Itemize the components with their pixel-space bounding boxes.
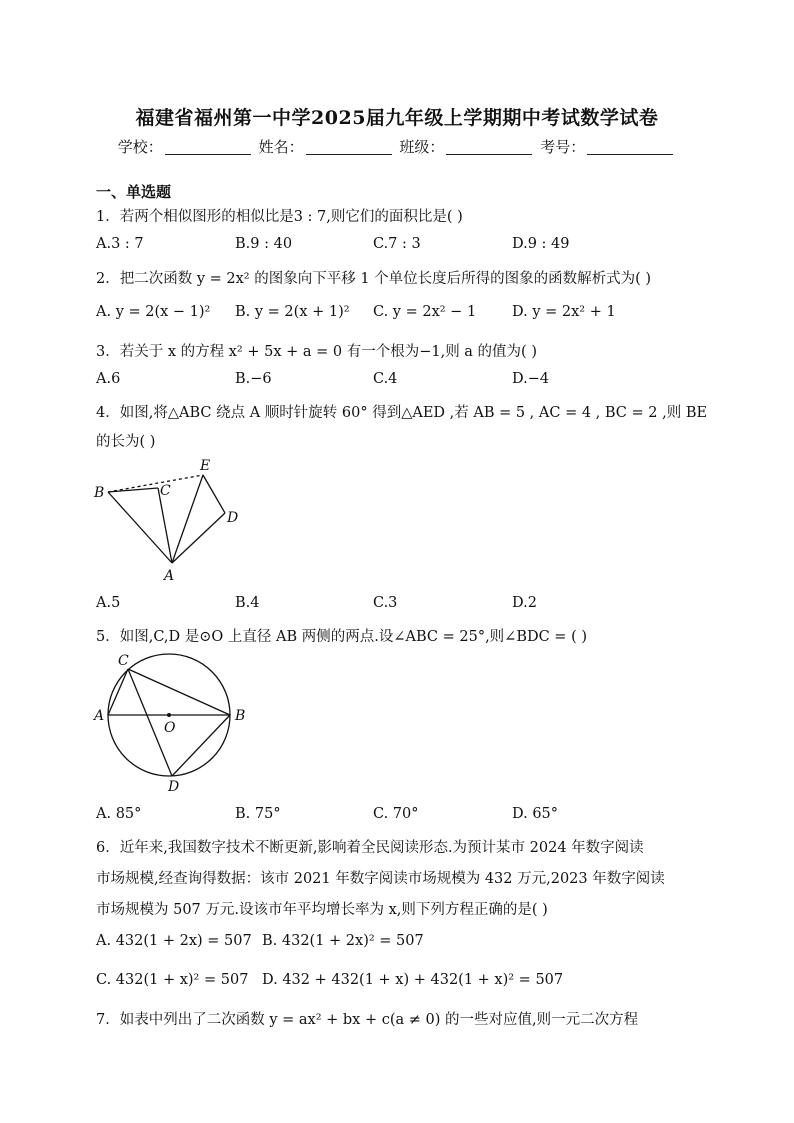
info-school-label: 学校： [117, 138, 163, 156]
q6-option-a: A. 432(1 + 2x) = 507 [96, 933, 252, 949]
q1-option-b: B.9 : 40 [235, 236, 293, 252]
q4-option-b: B.4 [235, 595, 260, 611]
q5-stem: 5．如图,C,D 是⊙O 上直径 AB 两侧的两点.设∠ABC = 25°,则∠BDC = ( ) [96, 629, 587, 645]
chord-cb [128, 669, 230, 715]
q3-stem: 3．若关于 x 的方程 x² + 5x + a = 0 有一个根为−1,则 a 的值为( ) [96, 344, 537, 360]
q2-option-d: D. y = 2x² + 1 [512, 304, 616, 320]
q2-stem: 2．把二次函数 y = 2x² 的图象向下平移 1 个单位长度后所得的图象的函数解析式为( ) [96, 271, 652, 287]
label-d: D [168, 779, 180, 795]
q4-stem-line1: 4．如图,将△ABC 绕点 A 顺时针旋转 60° 得到△AED ,若 AB = 5 , AC = 4 , BC = 2 ,则 BE [96, 405, 708, 421]
q5-option-a: A. 85° [96, 806, 142, 822]
info-number-label: 考号： [540, 138, 586, 156]
center-point [167, 713, 171, 717]
q1-option-d: D.9 : 49 [512, 236, 570, 252]
page-title: 福建省福州第一中学2025届九年级上学期期中考试数学试卷 [135, 107, 659, 129]
q7-stem: 7．如表中列出了二次函数 y = ax² + bx + c(a ≠ 0) 的一些对应值,则一元二次方程 [96, 1012, 639, 1028]
label-e: E [200, 458, 211, 474]
segment-ba [108, 492, 172, 563]
info-class-label: 班级： [399, 138, 445, 156]
q3-option-a: A.6 [96, 371, 121, 387]
q6-option-d: D. 432 + 432(1 + x) + 432(1 + x)² = 507 [262, 972, 564, 988]
q1-stem: 1．若两个相似图形的相似比是3 : 7,则它们的面积比是( ) [96, 209, 463, 225]
q5-option-d: D. 65° [512, 806, 559, 822]
q2-option-a: A. y = 2(x − 1)² [96, 304, 211, 320]
chord-ac [108, 669, 128, 715]
q2-option-b: B. y = 2(x + 1)² [235, 304, 350, 320]
q1-option-c: C.7 : 3 [373, 236, 421, 252]
label-a: A [164, 568, 175, 584]
q6-option-c: C. 432(1 + x)² = 507 [96, 972, 249, 988]
q5-option-b: B. 75° [235, 806, 281, 822]
q6-stem-line2: 市场规模,经查询得数据：该市 2021 年数字阅读市场规模为 432 万元,2023 年数字阅读 [96, 871, 665, 887]
q4-option-a: A.5 [96, 595, 121, 611]
segment-ed [203, 475, 225, 513]
label-b: B [235, 708, 246, 724]
info-name-blank [306, 141, 392, 155]
info-class-blank [446, 141, 532, 155]
student-info-line [0, 136, 794, 157]
q2-option-c: C. y = 2x² − 1 [373, 304, 477, 320]
info-name-label: 姓名： [258, 138, 304, 156]
q5-option-c: C. 70° [373, 806, 419, 822]
q4-stem-line2: 的长为( ) [96, 434, 156, 450]
label-d: D [227, 510, 239, 526]
label-o: O [164, 720, 176, 736]
segment-ca [158, 488, 172, 563]
q4-rotation-figure [90, 455, 250, 585]
label-c: C [160, 483, 171, 499]
q1-option-a: A.3 : 7 [96, 236, 144, 252]
info-number-blank [587, 141, 673, 155]
q3-option-d: D.−4 [512, 371, 550, 387]
info-school-blank [165, 141, 251, 155]
q6-stem-line3: 市场规模为 507 万元.设该市年平均增长率为 x,则下列方程正确的是( ) [96, 902, 548, 918]
label-c: C [118, 653, 129, 669]
label-a: A [94, 708, 105, 724]
q3-option-b: B.−6 [235, 371, 272, 387]
q5-circle-figure [90, 648, 260, 796]
segment-be-dashed [108, 475, 203, 492]
q4-option-d: D.2 [512, 595, 537, 611]
label-b: B [94, 485, 105, 501]
q6-option-b: B. 432(1 + 2x)² = 507 [262, 933, 424, 949]
q4-option-c: C.3 [373, 595, 398, 611]
segment-da [172, 513, 225, 563]
segment-ae [172, 475, 203, 563]
section-heading: 一、单选题 [96, 183, 172, 201]
q3-option-c: C.4 [373, 371, 398, 387]
q6-stem-line1: 6．近年来,我国数字技术不断更新,影响着全民阅读形态.为预计某市 2024 年数字阅读 [96, 840, 644, 856]
